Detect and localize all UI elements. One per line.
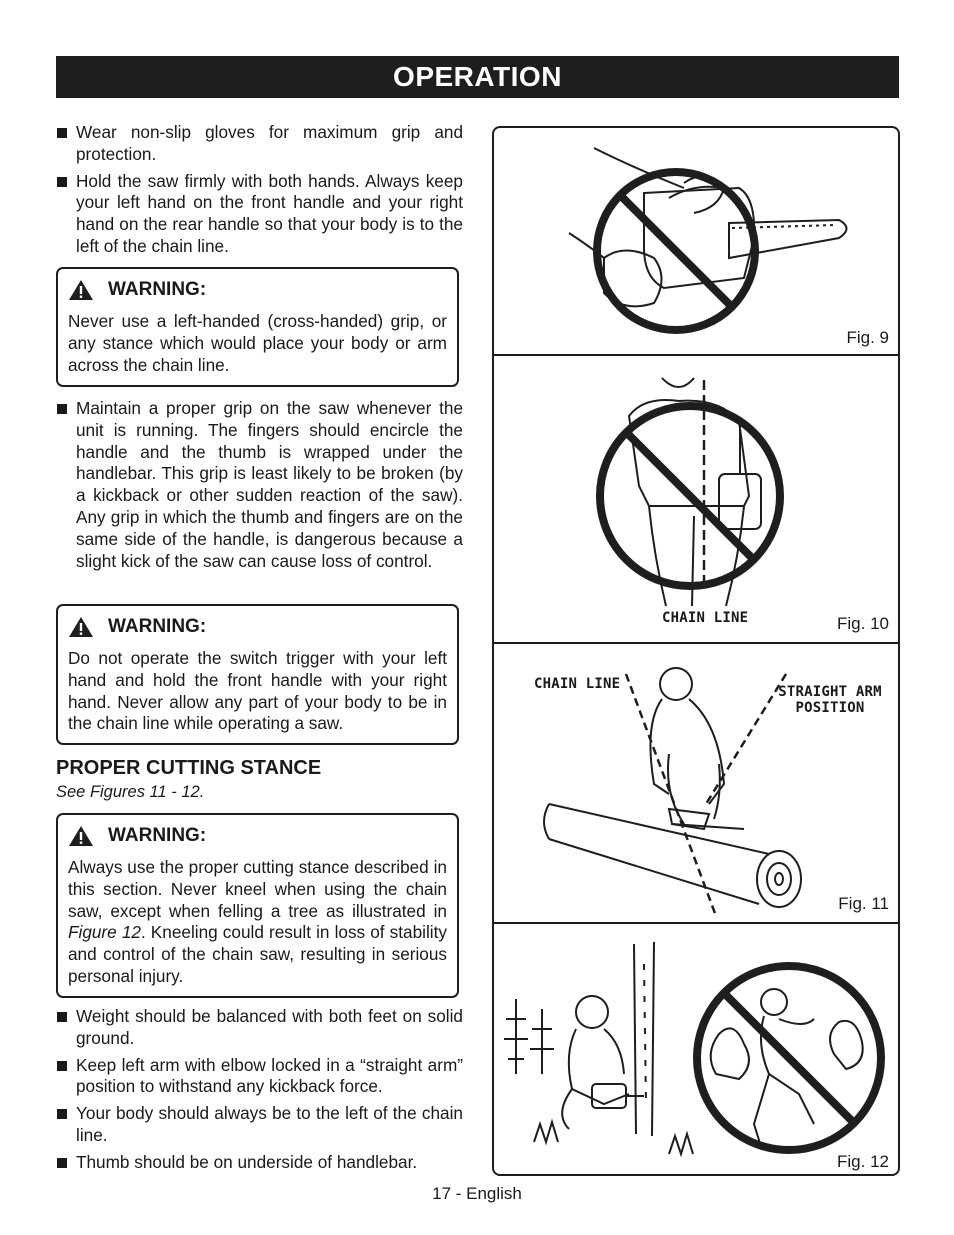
list-item: Weight should be balanced with both feet on solid ground. bbox=[56, 1006, 463, 1050]
bullet-square-icon bbox=[57, 1109, 67, 1119]
list-item: Hold the saw firmly with both hands. Always keep your left hand on the front handle and your right hand on the rear handle so that your body is to the left of the chain line. bbox=[56, 171, 463, 258]
warning-triangle-icon bbox=[68, 616, 94, 638]
figure-10 bbox=[494, 356, 898, 644]
illustration-cross-handed-grip bbox=[494, 128, 897, 354]
bullet-square-icon bbox=[57, 1061, 67, 1071]
figures-panel bbox=[492, 126, 900, 1176]
warning-title: WARNING: bbox=[108, 279, 207, 300]
bullet-square-icon bbox=[57, 404, 67, 414]
figure-9 bbox=[494, 128, 898, 356]
list-item: Wear non-slip gloves for maximum grip and protection. bbox=[56, 122, 463, 166]
illustration-felling-stance bbox=[494, 924, 897, 1176]
list-item: Thumb should be on underside of handlebar. bbox=[56, 1152, 463, 1174]
warning-text: Never use a left-handed (cross-handed) grip, or any stance which would place your body or arm across the chain line. bbox=[68, 311, 447, 375]
list-item: Your body should always be to the left of the chain line. bbox=[56, 1103, 463, 1147]
no-symbol-icon bbox=[600, 406, 780, 586]
figure-label: Fig. 10 bbox=[837, 614, 889, 633]
bullet-square-icon bbox=[57, 128, 67, 138]
bullet-square-icon bbox=[57, 1158, 67, 1168]
section-subtitle: See Figures 11 - 12. bbox=[56, 783, 205, 801]
callout-chain-line: CHAIN LINE bbox=[662, 610, 749, 626]
bullet-square-icon bbox=[57, 177, 67, 187]
bullet-square-icon bbox=[57, 1012, 67, 1022]
bullet-list-top bbox=[56, 122, 463, 263]
callout-straight-arm-position: STRAIGHT ARM POSITION bbox=[778, 684, 882, 716]
warning-box-stance bbox=[56, 813, 459, 998]
page-title: OPERATION bbox=[393, 61, 562, 92]
warning-title: WARNING: bbox=[108, 825, 207, 846]
list-item: Keep left arm with elbow locked in a “straight arm” position to withstand any kickback force. bbox=[56, 1055, 463, 1099]
figure-11 bbox=[494, 644, 898, 924]
no-symbol-icon bbox=[697, 966, 881, 1150]
warning-text: Do not operate the switch trigger with your left hand and hold the front handle with your right hand. Never allow any part of your body to be in the chain line while operating a saw. bbox=[68, 648, 447, 734]
warning-box-trigger bbox=[56, 604, 459, 745]
figure-label: Fig. 12 bbox=[837, 1152, 889, 1171]
section-title: PROPER CUTTING STANCE bbox=[56, 757, 322, 779]
figure-12 bbox=[494, 924, 898, 1176]
figure-label: Fig. 9 bbox=[846, 328, 889, 347]
warning-text: Always use the proper cutting stance described in this section. Never kneel when using the chain saw, except when felling a tree as illustrated in Figure 12. Kneeling could result in loss of stability and control of the chain saw, resulting in serious personal injury. bbox=[68, 857, 447, 986]
list-item: Maintain a proper grip on the saw whenever the unit is running. The fingers should encircle the handle and the thumb is wrapped under the handlebar. This grip is least likely to be broken (by a kickback or other sudden reaction of the saw). Any grip in which the thumb and fingers are on the same side of the handle, is dangerous because a slight kick of the saw can cause loss of control. bbox=[56, 398, 463, 572]
bullet-list-bottom bbox=[56, 1006, 463, 1179]
warning-triangle-icon bbox=[68, 279, 94, 301]
section-header-bar bbox=[56, 56, 899, 98]
warning-title: WARNING: bbox=[108, 616, 207, 637]
warning-triangle-icon bbox=[68, 825, 94, 847]
callout-chain-line: CHAIN LINE bbox=[534, 676, 621, 692]
page-number: 17 - English bbox=[432, 1184, 522, 1203]
figure-label: Fig. 11 bbox=[838, 894, 889, 913]
bullet-list-mid bbox=[56, 398, 463, 577]
warning-box-grip bbox=[56, 267, 459, 387]
illustration-body-in-chain-line bbox=[494, 356, 897, 642]
